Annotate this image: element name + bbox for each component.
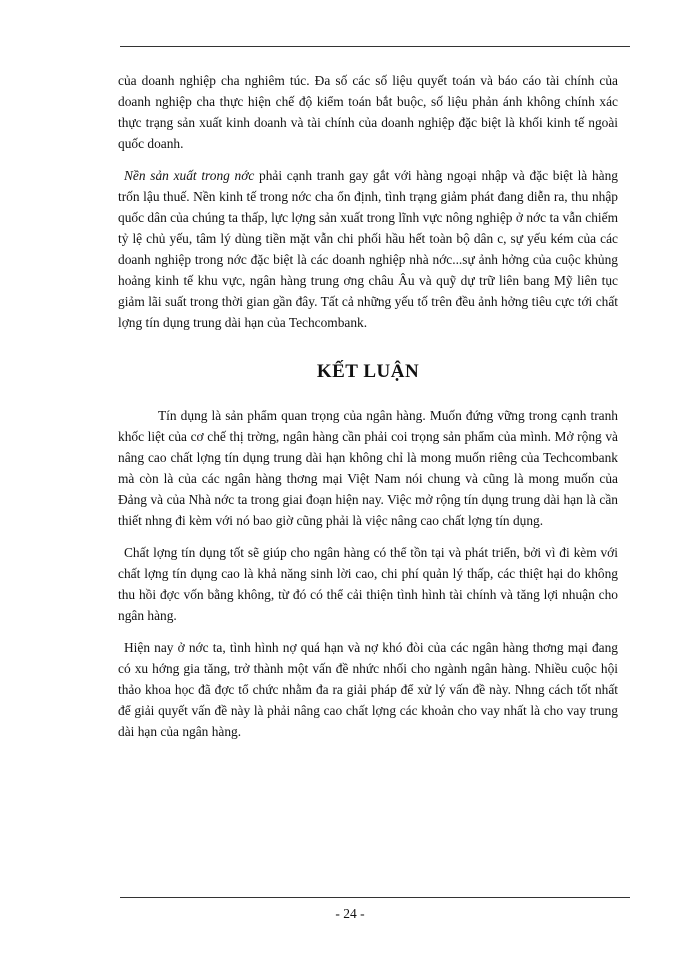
section-heading: KẾT LUẬN [316,361,420,382]
footer-rule [120,897,630,898]
paragraph-1 [118,70,618,154]
page-body [118,70,618,753]
header-rule [120,46,630,47]
paragraph-2-text: phải cạnh tranh gay gắt với hàng ngoại nhập và đặc biệt là hàng trốn lậu thuế. Nền kinh tế trong nớc cha ổn định, tình trạng giảm phát đang diễn ra, thu nhập quốc dân của chúng ta thấp, lực lợng sản xuất trong lĩnh vực nông nghiệp ở nớc ta vẫn chiếm tỷ lệ chủ yếu, tâm lý dùng tiền mặt vẫn chi phối hầu hết toàn bộ dân c, sự yếu kém của các doanh nghiệp trong nớc đặc biệt là các doanh nghiệp nhà nớc...sự ảnh hởng của cuộc khủng hoảng kinh tế khu vực, ngân hàng trung ơng châu Âu và quỹ dự trữ liên bang Mỹ liên tục giảm lãi suất trong thời gian gần đây. Tất cả những yếu tố trên đều ảnh hởng tiêu cực tới chất lợng tín dụng trung dài hạn của Techcombank. [118,168,618,330]
page-number: - 24 - [335,906,365,921]
paragraph-2 [118,165,618,333]
conclusion-paragraph-1: Tín dụng là sản phẩm quan trọng của ngân hàng. Muốn đứng vững trong cạnh tranh khốc liệt của cơ chế thị trờng, ngân hàng cần phải coi trọng sản phẩm của mình. Mở rộng và nâng cao chất lợng tín dụng trung dài hạn không chỉ là mong muốn riêng của Techcombank mà còn là của các ngân hàng thơng mại Việt Nam nói chung và cũng là mong muốn của Đảng và của Nhà nớc ta trong giai đoạn hiện nay. Việc mở rộng tín dụng trung dài hạn là cần thiết nhng đi kèm với nó bao giờ cũng phải là việc nâng cao chất lợng tín dụng. [118,408,618,528]
paragraph-1-text: của doanh nghiệp cha nghiêm túc. Đa số các số liệu quyết toán và báo cáo tài chính của doanh nghiệp cha thực hiện chế độ kiểm toán bắt buộc, số liệu phản ánh không chính xác thực trạng sản xuất kinh doanh và tài chính của doanh nghiệp đặc biệt là khối kinh tế ngoài quốc doanh. [118,73,618,151]
paragraph-2-lead: Nền sản xuất trong nớc [124,168,255,183]
conclusion-paragraph-3: Hiện nay ở nớc ta, tình hình nợ quá hạn và nợ khó đòi của các ngân hàng thơng mại đang có xu hớng gia tăng, trở thành một vấn đề nhức nhối cho ngành ngân hàng. Nhiều cuộc hội thảo khoa học đã đợc tổ chức nhằm đa ra giải pháp để xử lý vấn đề này. Nhng cách tốt nhất để giải quyết vấn đề này là phải nâng cao chất lợng các khoản cho vay nhất là cho vay trung dài hạn của ngân hàng. [118,640,618,739]
conclusion-paragraph-2: Chất lợng tín dụng tốt sẽ giúp cho ngân hàng có thể tồn tại và phát triển, bởi vì đi kèm với chất lợng tín dụng cao là khả năng sinh lời cao, chi phí quản lý thấp, các thiệt hại do không thu hồi đợc vốn bằng không, từ đó có thể cải thiện tình hình tài chính và tăng lợi nhuận cho ngân hàng. [118,545,618,623]
